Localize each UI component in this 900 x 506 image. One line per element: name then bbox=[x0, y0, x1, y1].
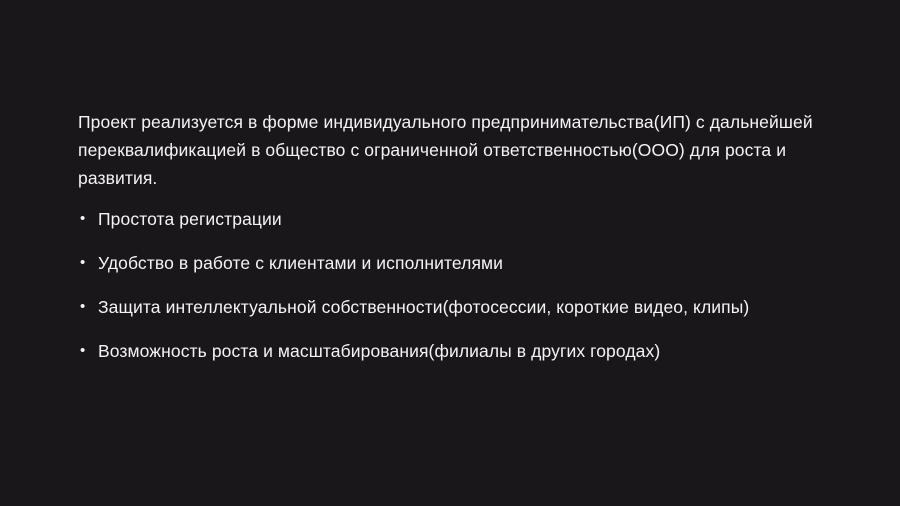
bullet-icon: • bbox=[80, 254, 86, 271]
list-item bbox=[78, 249, 868, 277]
list-item bbox=[78, 205, 868, 233]
bullet-label: Возможность роста и масштабирования(филиалы в других городах) bbox=[98, 341, 661, 361]
list-item bbox=[78, 293, 868, 321]
bullet-label: Защита интеллектуальной собственности(фотосессии, короткие видео, клипы) bbox=[98, 297, 750, 317]
bullet-list bbox=[78, 205, 868, 365]
bullet-icon: • bbox=[80, 210, 86, 227]
bullet-icon: • bbox=[80, 298, 86, 315]
bullet-icon: • bbox=[80, 342, 86, 359]
bullet-label: Простота регистрации bbox=[98, 209, 282, 229]
list-item bbox=[78, 337, 868, 365]
slide-content bbox=[78, 108, 868, 381]
intro-paragraph: Проект реализуется в форме индивидуального предпринимательства(ИП) с дальнейшей переквалификацией в общество с ограниченной ответственностью(ООО) для роста и развития. bbox=[78, 112, 813, 188]
bullet-label: Удобство в работе с клиентами и исполнителями bbox=[98, 253, 504, 273]
